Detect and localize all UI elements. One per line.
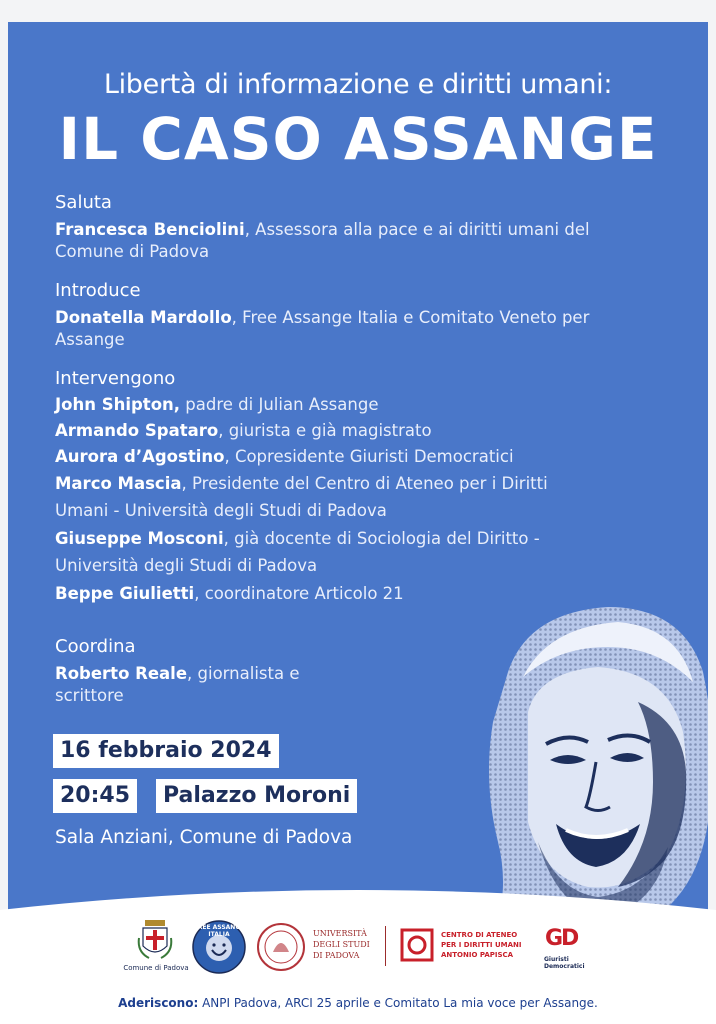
speaker-line	[55, 420, 655, 442]
event-time: 20:45	[53, 779, 137, 813]
introduce-line	[55, 307, 655, 329]
centro-name-line: CENTRO DI ATENEO	[441, 931, 518, 939]
speaker-name: Armando Spataro	[55, 421, 219, 440]
free-assange-caption: FREE ASSANGE ITALIA	[193, 924, 245, 938]
saluta-line-2: Comune di Padova	[55, 242, 210, 261]
university-name-line: DI PADOVA	[313, 951, 360, 960]
university-name	[313, 928, 373, 961]
gd-caption-line: Giuristi	[544, 956, 569, 963]
event-venue: Palazzo Moroni	[156, 779, 357, 813]
speaker-line	[55, 528, 655, 550]
speaker-role: , già docente di Sociologia del Diritto -	[223, 529, 540, 548]
speaker-name: Francesca Benciolini	[55, 220, 245, 239]
event-date: 16 febbraio 2024	[53, 734, 279, 768]
speaker-name: John Shipton,	[55, 395, 181, 414]
university-seal-icon	[256, 922, 306, 972]
gd-caption	[544, 956, 584, 970]
section-label-saluta: Saluta	[55, 192, 112, 213]
speaker-role: , Assessora alla pace e ai diritti umani del	[244, 220, 590, 239]
speaker-line-cont: Umani - Università degli Studi di Padova	[55, 501, 387, 520]
centro-ateneo-icon	[400, 928, 434, 962]
speaker-name: Roberto Reale	[55, 664, 188, 683]
blue-panel	[8, 22, 708, 982]
section-label-coordina: Coordina	[55, 636, 136, 657]
university-name-line: DEGLI STUDI	[313, 940, 370, 949]
speaker-line	[55, 473, 655, 495]
page-title: IL CASO ASSANGE	[58, 105, 658, 173]
comune-caption: Comune di Padova	[123, 964, 189, 972]
footer-adherents	[0, 996, 716, 1010]
speaker-role: , coordinatore Articolo 21	[194, 584, 404, 603]
speaker-role: , Copresidente Giuristi Democratici	[224, 447, 514, 466]
gd-caption-line: Democratici	[544, 963, 585, 970]
footer-text: ANPI Padova, ARCI 25 aprile e Comitato La mia voce per Assange.	[198, 996, 598, 1010]
speaker-name: Aurora d’Agostino	[55, 447, 225, 466]
gd-logo: GD	[545, 926, 578, 951]
speaker-role: , giurista e già magistrato	[218, 421, 432, 440]
speaker-role: , giornalista e	[187, 664, 300, 683]
centro-name-line: ANTONIO PAPISCA	[441, 951, 514, 959]
centro-ateneo-name	[441, 930, 536, 960]
centro-name-line: PER I DIRITTI UMANI	[441, 941, 522, 949]
introduce-line-2: Assange	[55, 330, 125, 349]
speaker-line	[55, 394, 655, 416]
speaker-name: Marco Mascia	[55, 474, 182, 493]
speaker-role: , Free Assange Italia e Comitato Veneto per	[231, 308, 590, 327]
university-name-line: UNIVERSITÀ	[313, 929, 367, 938]
partner-logos	[0, 918, 716, 988]
subtitle: Libertà di informazione e diritti umani:	[103, 69, 613, 100]
speaker-name: Beppe Giulietti	[55, 584, 195, 603]
speaker-role: , Presidente del Centro di Ateneo per i Diritti	[181, 474, 548, 493]
speaker-line	[55, 446, 655, 468]
section-label-intervengono: Intervengono	[55, 368, 176, 389]
saluta-line	[55, 219, 655, 241]
event-room: Sala Anziani, Comune di Padova	[55, 827, 353, 848]
logo-divider	[385, 926, 386, 966]
section-label-introduce: Introduce	[55, 280, 141, 301]
portrait-image	[468, 592, 708, 922]
speaker-name: Giuseppe Mosconi	[55, 529, 224, 548]
speaker-role: padre di Julian Assange	[180, 395, 379, 414]
speaker-name: Donatella Mardollo	[55, 308, 232, 327]
footer-label: Aderiscono:	[118, 996, 199, 1010]
speaker-line-cont: Università degli Studi di Padova	[55, 556, 318, 575]
coordina-line-2: scrittore	[55, 686, 124, 705]
comune-crest-icon	[137, 918, 173, 962]
